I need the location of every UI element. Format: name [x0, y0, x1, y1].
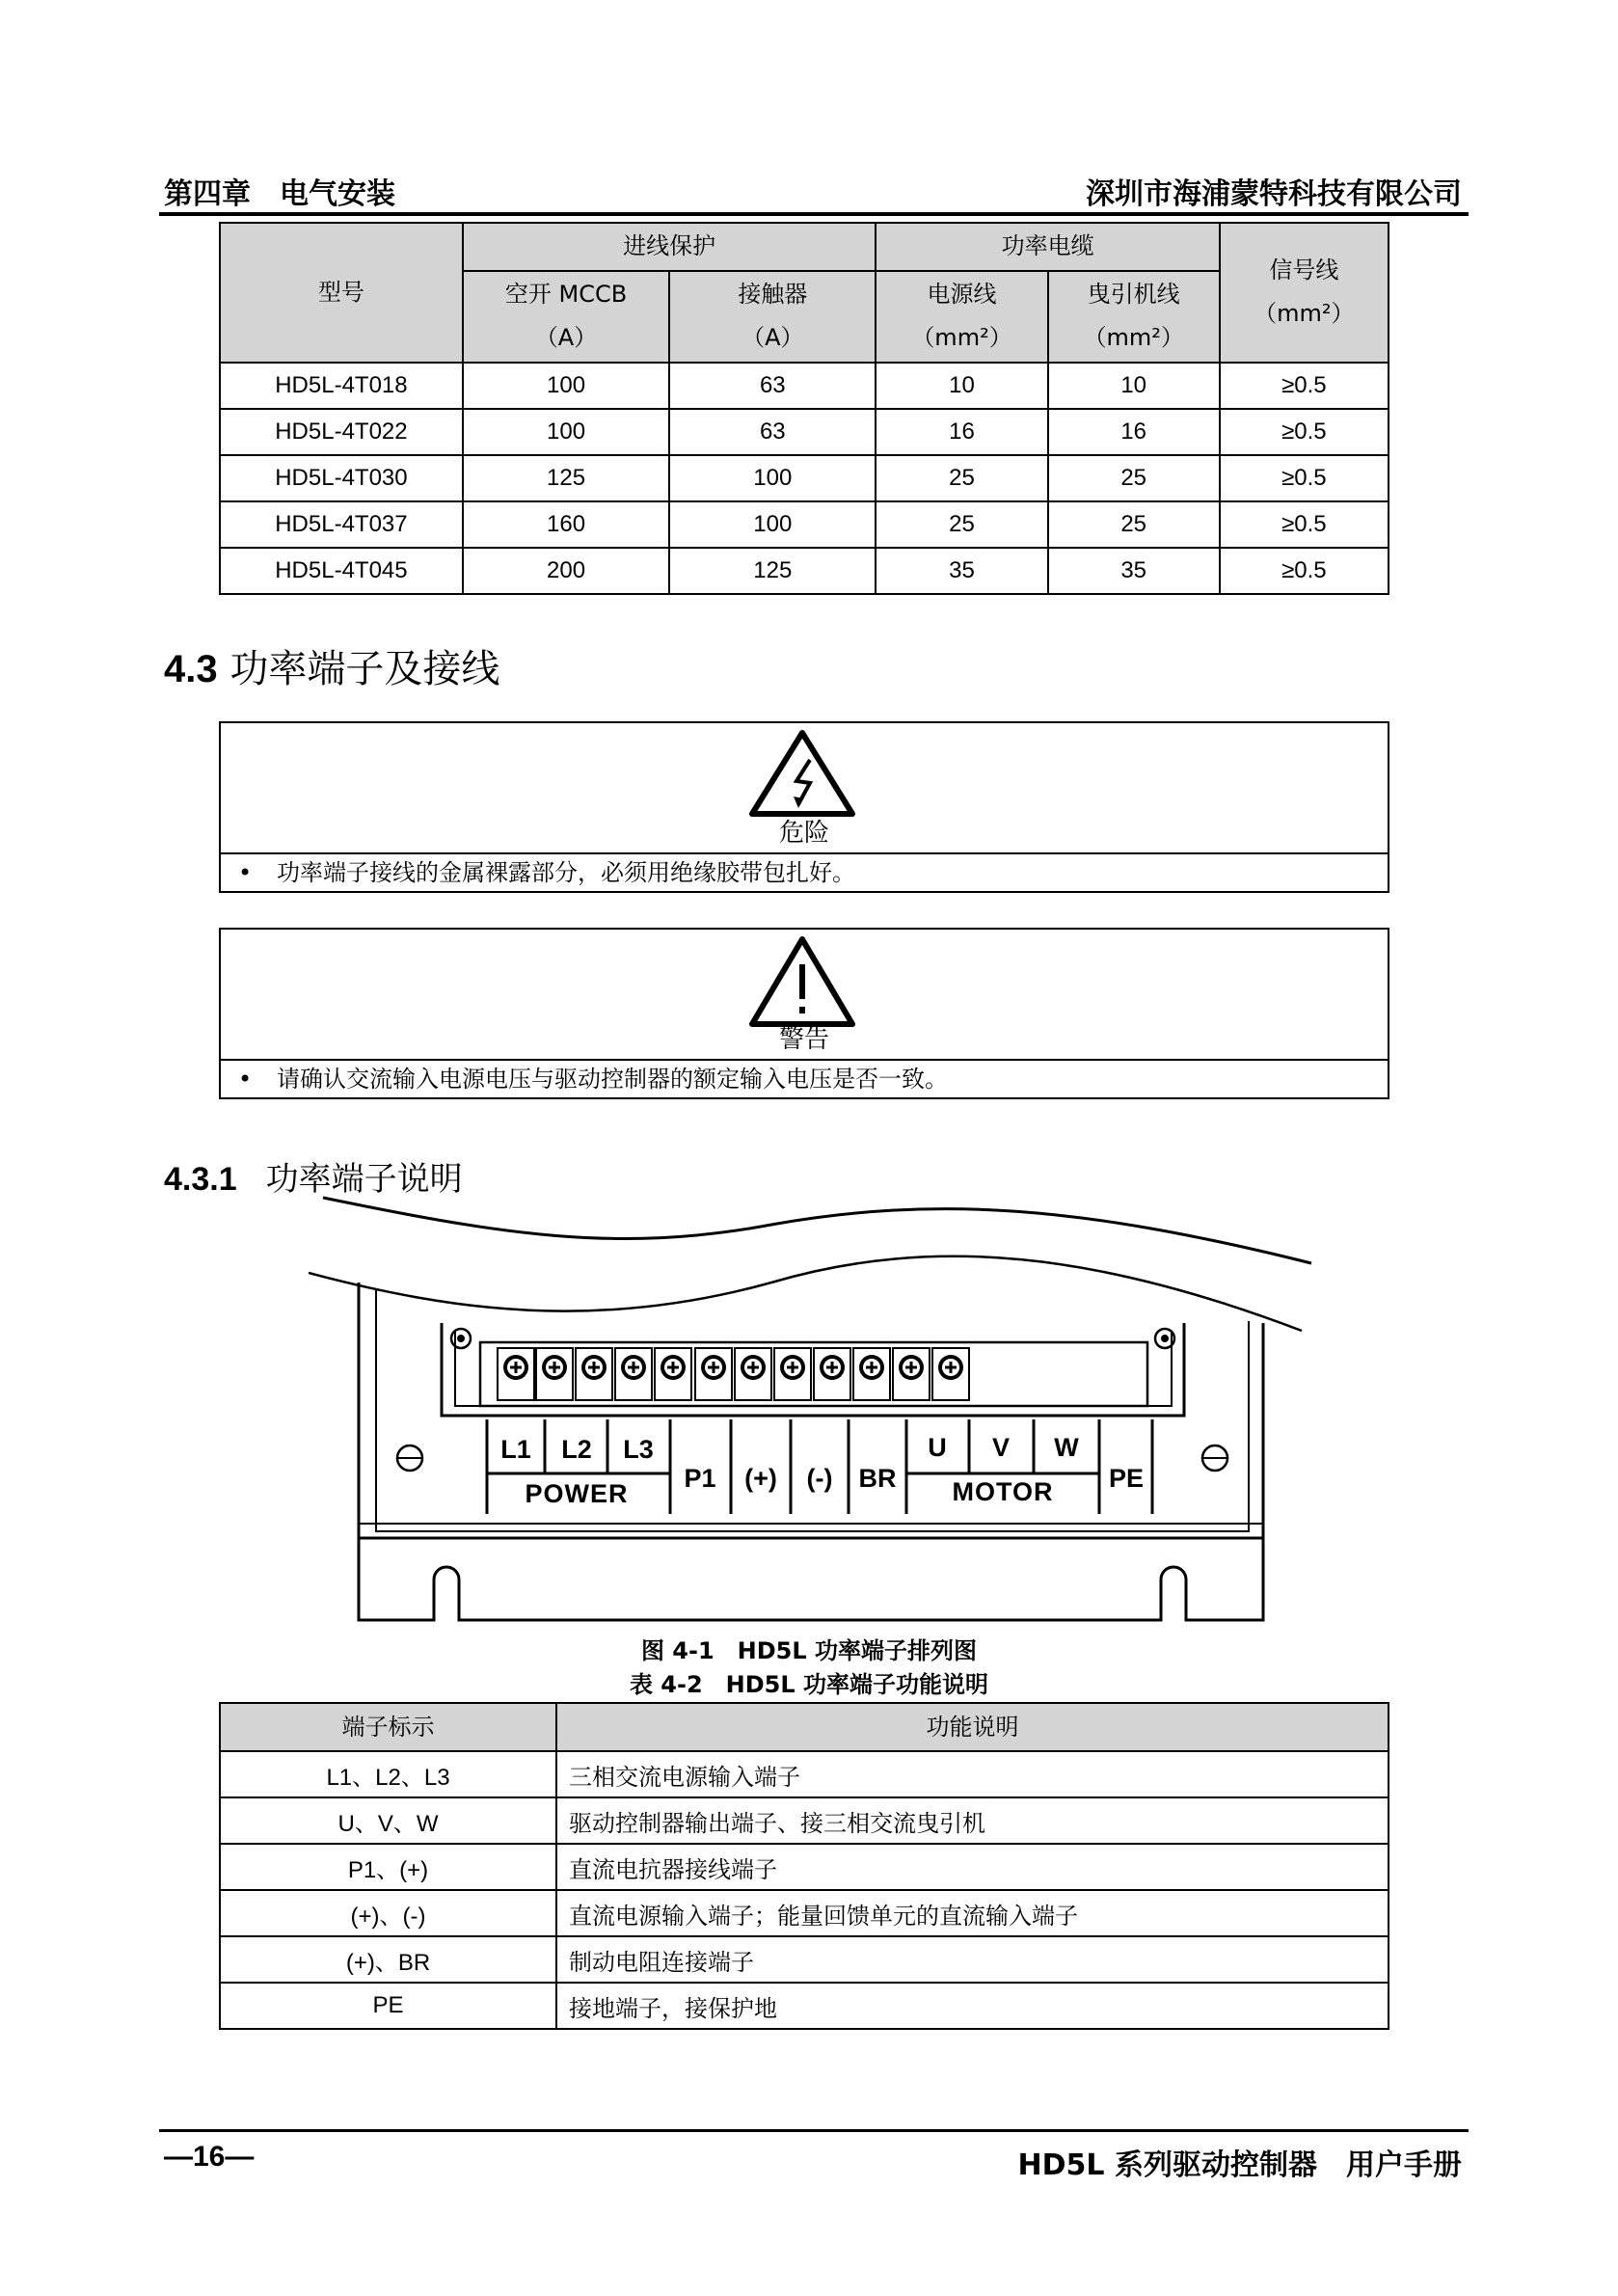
terminal-label: L3	[623, 1435, 654, 1464]
cutaway-curve-top	[323, 1198, 1311, 1263]
cell: 直流电抗器接线端子	[556, 1844, 1389, 1890]
cell: 三相交流电源输入端子	[556, 1751, 1389, 1797]
cell: 25	[1048, 501, 1220, 548]
terminal-label: L2	[561, 1435, 592, 1464]
col-power-label: 电源线	[927, 280, 997, 308]
cell: ≥0.5	[1220, 455, 1389, 501]
cell: U、V、W	[220, 1797, 556, 1844]
danger-label: 危险	[778, 819, 829, 848]
cell: 125	[463, 455, 669, 501]
danger-message: 功率端子接线的金属裸露部分，必须用绝缘胶带包扎好。	[277, 859, 855, 886]
power-group-label: POWER	[525, 1479, 629, 1508]
col-model: 型号	[220, 223, 463, 363]
cell: ≥0.5	[1220, 363, 1389, 409]
col-motor-unit: （mm²）	[1083, 324, 1184, 352]
cell: (+)、(-)	[220, 1890, 556, 1936]
page-number: —16—	[164, 2141, 255, 2173]
cell: 10	[1048, 363, 1220, 409]
cell: 16	[1048, 409, 1220, 455]
section-heading-4-3-1	[164, 1152, 463, 1200]
footer-rule	[159, 2129, 1469, 2132]
cell: ≥0.5	[1220, 501, 1389, 548]
col-function: 功能说明	[556, 1703, 1389, 1751]
cell: 160	[463, 501, 669, 548]
table-row	[220, 501, 1389, 548]
danger-text	[221, 854, 1388, 891]
terminal-label: P1	[684, 1464, 716, 1493]
terminal-label: PE	[1108, 1464, 1145, 1493]
terminal-label: BR	[858, 1464, 897, 1493]
warning-box	[219, 928, 1389, 1099]
danger-header	[221, 723, 1388, 854]
col-power-line	[876, 271, 1047, 363]
cell: ≥0.5	[1220, 409, 1389, 455]
cell: 35	[876, 548, 1047, 594]
terminal-label: (-)	[806, 1464, 833, 1493]
cell: 63	[669, 409, 876, 455]
warning-text	[221, 1061, 1388, 1097]
bullet: •	[238, 859, 253, 886]
chapter-title: 第四章 电气安装	[164, 177, 395, 211]
cell: 100	[463, 409, 669, 455]
warning-header	[221, 930, 1388, 1061]
cell: L1、L2、L3	[220, 1751, 556, 1797]
electric-hazard-icon	[746, 727, 858, 820]
col-power-unit: （mm²）	[911, 324, 1012, 352]
col-mccb-unit: （A）	[534, 324, 598, 352]
cell: 直流电源输入端子；能量回馈单元的直流输入端子	[556, 1890, 1389, 1936]
cell: 100	[463, 363, 669, 409]
table-row	[220, 548, 1389, 594]
table-row	[220, 1797, 1389, 1844]
cell: 35	[1048, 548, 1220, 594]
cell: HD5L-4T045	[220, 548, 463, 594]
cell: 125	[669, 548, 876, 594]
col-contactor-label: 接触器	[738, 280, 808, 308]
mounting-foot	[359, 1538, 1263, 1620]
table-row	[220, 409, 1389, 455]
col-contactor	[669, 271, 876, 363]
col-mccb-label: 空开 MCCB	[504, 280, 628, 308]
terminal-label: U	[928, 1433, 947, 1462]
cell: 25	[876, 455, 1047, 501]
terminal-label: V	[991, 1433, 1011, 1462]
table-row	[220, 455, 1389, 501]
cell: 制动电阻连接端子	[556, 1936, 1389, 1983]
warning-label: 警告	[778, 1025, 829, 1054]
cell: 25	[876, 501, 1047, 548]
section-heading-4-3	[164, 638, 499, 693]
housing-outline	[359, 1283, 1263, 1538]
col-motor-line	[1048, 271, 1220, 363]
cable-spec-table	[219, 222, 1389, 595]
group-power-cable: 功率电缆	[876, 223, 1219, 271]
cell: 100	[669, 455, 876, 501]
col-signal	[1220, 223, 1389, 363]
table-row	[220, 1983, 1389, 2029]
table-row	[220, 1890, 1389, 1936]
cell: PE	[220, 1983, 556, 2029]
table-row	[220, 1844, 1389, 1890]
warning-message: 请确认交流输入电源电压与驱动控制器的额定输入电压是否一致。	[277, 1066, 948, 1093]
col-contactor-unit: （A）	[742, 324, 804, 352]
table-row	[220, 1936, 1389, 1983]
terminal-label: W	[1054, 1433, 1079, 1462]
table-caption: 表 4-2 HD5L 功率端子功能说明	[629, 1671, 989, 1698]
group-input-protection: 进线保护	[463, 223, 876, 271]
cell: 200	[463, 548, 669, 594]
cell: ≥0.5	[1220, 548, 1389, 594]
figure-caption: 图 4-1 HD5L 功率端子排列图	[640, 1637, 978, 1664]
cell: 63	[669, 363, 876, 409]
cell: 驱动控制器输出端子、接三相交流曳引机	[556, 1797, 1389, 1844]
cell: 25	[1048, 455, 1220, 501]
header-rule	[159, 212, 1469, 216]
housing-inner	[376, 1290, 1249, 1531]
manual-title: HD5L 系列驱动控制器 用户手册	[1017, 2148, 1462, 2182]
col-signal-unit: （mm²）	[1254, 300, 1355, 328]
danger-box	[219, 721, 1389, 893]
cell: 接地端子，接保护地	[556, 1983, 1389, 2029]
col-mccb	[463, 271, 669, 363]
warning-exclamation-icon	[746, 933, 858, 1030]
bullet: •	[238, 1066, 253, 1093]
terminal-label: (+)	[744, 1464, 777, 1493]
cell: (+)、BR	[220, 1936, 556, 1983]
terminal-function-table	[219, 1702, 1389, 2030]
col-terminal: 端子标示	[220, 1703, 556, 1751]
cell: 16	[876, 409, 1047, 455]
cell: HD5L-4T037	[220, 501, 463, 548]
section-title: 功率端子及接线	[229, 647, 500, 691]
cutaway-curve-lower	[309, 1256, 1302, 1331]
power-terminal-diagram	[309, 1196, 1321, 1630]
cell: P1、(+)	[220, 1844, 556, 1890]
cell: HD5L-4T018	[220, 363, 463, 409]
section-number: 4.3.1	[164, 1161, 237, 1198]
col-signal-label: 信号线	[1269, 256, 1339, 284]
section-number: 4.3	[164, 648, 218, 690]
cell: 10	[876, 363, 1047, 409]
cell: 100	[669, 501, 876, 548]
table-row	[220, 1751, 1389, 1797]
company-name: 深圳市海浦蒙特科技有限公司	[1086, 177, 1462, 211]
terminal-label: L1	[500, 1435, 531, 1464]
section-title: 功率端子说明	[265, 1160, 463, 1199]
table-row	[220, 363, 1389, 409]
col-motor-label: 曳引机线	[1087, 280, 1180, 308]
motor-group-label: MOTOR	[952, 1477, 1054, 1506]
cell: HD5L-4T022	[220, 409, 463, 455]
cell: HD5L-4T030	[220, 455, 463, 501]
